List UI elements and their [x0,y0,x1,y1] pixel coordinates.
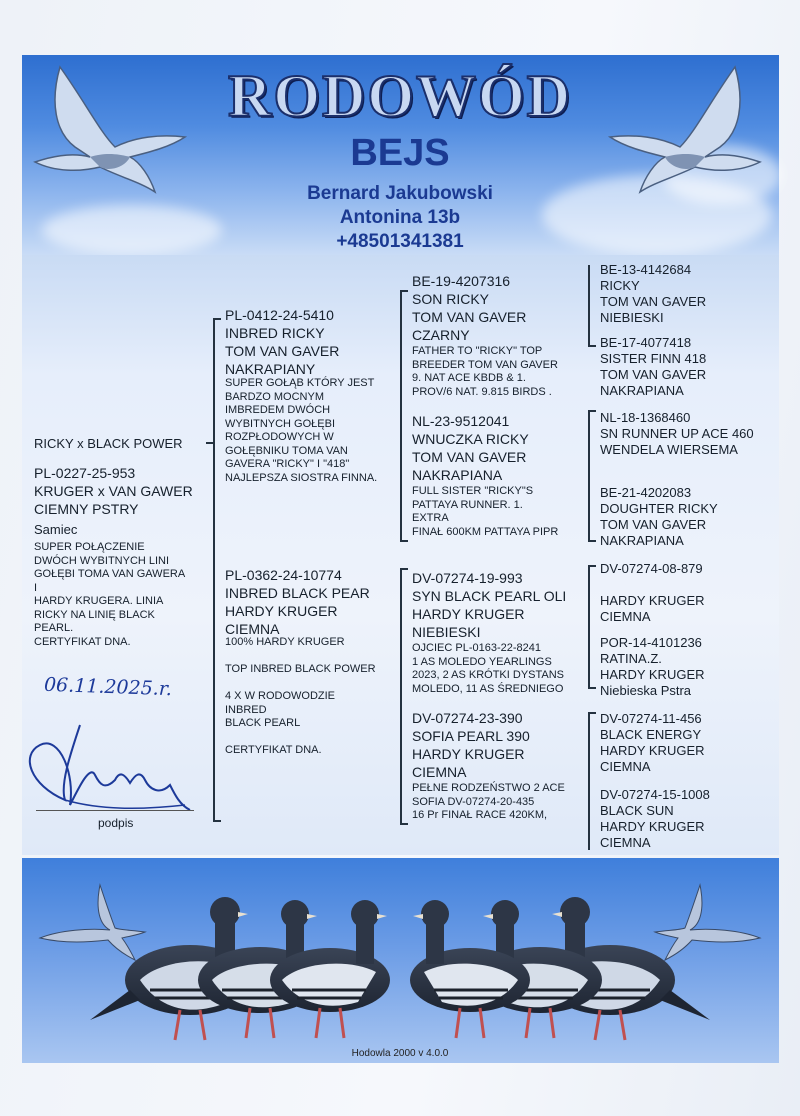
note-line: PEARL. [34,622,74,634]
gg-ring: BE-17-4077418 [600,335,692,350]
bracket-line [400,568,402,823]
granddam-paternal-notes [412,485,558,539]
note-line: IMBREDEM DWÓCH [225,404,331,416]
note-line: ROZPŁODOWYCH W [225,431,334,443]
note-line: RICKY NA LINIĘ BLACK [34,608,155,621]
owner-address: Antonina 13b [339,207,461,228]
gg-line: RICKY [600,278,640,293]
granddam-maternal-color: CIEMNA [412,764,467,780]
mother-ring: PL-0362-24-10774 [225,567,342,583]
gg-line: CIEMNA [600,609,651,624]
gg-line [600,577,705,593]
subject-name: KRUGER x VAN GAWER [34,483,193,499]
mother-name: INBRED BLACK PEAR [225,585,370,601]
great-grandparent-3 [600,410,754,458]
subject-color: CIEMNY PSTRY [34,501,139,517]
gg-line: HARDY KRUGER [600,593,705,608]
handwritten-date: 06.11.2025.r. [43,673,173,701]
great-grandparent-1 [600,262,706,326]
signature-label: podpis [98,816,134,830]
father-notes [225,377,377,485]
loft-name: BEJS [350,132,450,174]
note-line: PATTAYA RUNNER. 1. [412,498,523,511]
mother-notes [225,636,376,758]
note-line: NAJLEPSZA SIOSTRA FINNA. [225,471,378,484]
great-grandparent-6 [600,635,705,699]
note-line: SOFIA DV-07274-20-435 [412,795,535,808]
gg-line: NIEBIESKI [600,310,664,325]
grandsire-maternal-ring: DV-07274-19-993 [412,570,523,586]
granddam-paternal-color: NAKRAPIANA [412,467,503,483]
father-breeder: TOM VAN GAVER [225,343,340,359]
note-line: GOŁĘBI TOMA VAN GAWERA [34,568,186,580]
grandsire-paternal-notes [412,345,558,399]
note-line: FULL SISTER "RICKY"S [412,485,534,497]
gg-line: TOM VAN GAVER [600,367,707,382]
gg-line: BLACK SUN [600,803,674,818]
bracket-line [588,540,596,542]
great-grandparent-8 [600,787,710,851]
granddam-maternal-notes [412,782,565,823]
granddam-paternal-breeder: TOM VAN GAVER [412,449,527,465]
bracket-line [588,410,590,540]
gg-line: CIEMNA [600,759,651,774]
bracket-line [400,290,408,292]
note-line: BARDZO MOCNYM [225,390,324,403]
granddam-maternal-ring: DV-07274-23-390 [412,710,523,726]
bracket-line [213,318,221,320]
note-line: 4 X W RODOWODZIE [225,690,335,702]
gg-line: SN RUNNER UP ACE 460 [600,426,754,441]
subject-notes [34,541,185,649]
gg-ring: DV-07274-11-456 [600,711,702,726]
note-line: 9. NAT ACE KBDB & 1. [412,372,526,384]
father-ring: PL-0412-24-5410 [225,307,334,323]
subject-sex: Samiec [34,522,78,537]
note-line: INBRED [225,703,267,716]
gg-line: HARDY KRUGER [600,667,705,682]
bracket-line [588,687,596,689]
note-line: GOŁĘBNIKU TOMA VAN [225,444,348,457]
note-line: SUPER POŁĄCZENIE [34,541,145,553]
gg-line: NAKRAPIANA [600,383,684,398]
grandsire-paternal-ring: BE-19-4207316 [412,273,511,289]
gg-line: HARDY KRUGER [600,819,705,834]
note-line: 100% HARDY KRUGER [225,636,345,648]
note-line: DWÓCH WYBITNYCH LINI [34,554,170,567]
software-version: Hodowla 2000 v 4.0.0 [351,1048,449,1059]
signature-line [36,810,194,811]
gg-line: CIEMNA [600,835,651,850]
bracket-line [588,265,590,345]
great-grandparent-5 [600,561,705,625]
gg-ring: DV-07274-15-1008 [600,787,710,802]
gg-line: HARDY KRUGER [600,743,705,758]
mother-color: CIEMNA [225,621,280,637]
note-line: BLACK PEARL [225,717,301,729]
flying-pigeon-icon [655,885,760,960]
bracket-line [588,712,590,850]
gg-ring: BE-21-4202083 [600,485,692,500]
mother-breeder: HARDY KRUGER [225,603,338,619]
note-line: BREEDER TOM VAN GAVER [412,358,558,371]
bracket-line [588,345,596,347]
gg-ring: DV-07274-08-879 [600,561,703,576]
gg-line: NAKRAPIANA [600,533,684,548]
bracket-line [400,290,402,540]
gg-ring: BE-13-4142684 [600,262,692,277]
gg-line: DOUGHTER RICKY [600,501,718,516]
gg-line: BLACK ENERGY [600,727,702,742]
grandsire-maternal-breeder: HARDY KRUGER [412,606,525,622]
note-line: I [34,581,38,594]
owner-phone: +48501341381 [336,231,464,252]
gg-line: Niebieska Pstra [600,683,692,698]
note-line: GAVERA "RICKY" I "418" [225,458,350,470]
note-line: 16 Pr FINAŁ RACE 420KM, [412,809,548,821]
note-line: CERTYFIKAT DNA. [225,744,322,756]
grandsire-maternal-color: NIEBIESKI [412,624,481,640]
note-line: 2023, 2 AS KRÓTKI DYSTANS [412,669,565,681]
bracket-line [588,565,590,687]
granddam-paternal-name: WNUCZKA RICKY [412,431,529,447]
note-line: CERTYFIKAT DNA. [34,635,131,648]
note-line: OJCIEC PL-0163-22-8241 [412,642,542,654]
pigeons-illustration [30,880,770,1050]
grandsire-paternal-color: CZARNY [412,327,470,343]
note-line: 1 AS MOLEDO YEARLINGS [412,655,552,668]
granddam-maternal-breeder: HARDY KRUGER [412,746,525,762]
bracket-line [588,712,596,714]
handwritten-signature [20,715,195,815]
note-line: MOLEDO, 11 AS ŚREDNIEGO [412,682,564,695]
note-line [225,677,376,691]
great-grandparent-7 [600,711,705,775]
grandsire-maternal-notes [412,642,564,696]
bracket-line [400,823,408,825]
note-line: WYBITNYCH GOŁĘBI [225,417,336,430]
subject-ring: PL-0227-25-953 [34,465,136,481]
gg-line: SISTER FINN 418 [600,351,707,366]
grandsire-paternal-breeder: TOM VAN GAVER [412,309,527,325]
father-color: NAKRAPIANY [225,361,316,377]
note-line: HARDY KRUGERA. LINIA [34,595,164,607]
owner-name: Bernard Jakubowski [307,183,493,204]
bracket-line [213,820,221,822]
gg-ring: NL-18-1368460 [600,410,691,425]
note-line: PROV/6 NAT. 9.815 BIRDS . [412,385,552,398]
note-line: TOP INBRED BLACK POWER [225,663,376,675]
father-name: INBRED RICKY [225,325,325,341]
bracket-line [588,565,596,567]
bracket-line [400,540,408,542]
great-grandparent-2 [600,335,706,399]
bracket-line [400,568,408,570]
grandsire-paternal-name: SON RICKY [412,291,490,307]
grandsire-maternal-name: SYN BLACK PEARL OLI [412,588,567,604]
note-line [225,731,376,745]
gg-line: TOM VAN GAVER [600,294,707,309]
bracket-line [213,318,215,820]
note-line: PEŁNE RODZEŃSTWO 2 ACE [412,782,565,794]
gg-line: TOM VAN GAVER [600,517,707,532]
note-line [225,650,376,664]
flying-pigeon-icon [40,885,145,960]
document-title: RODOWÓD [228,63,572,129]
gg-line: RATINA.Z. [600,651,662,666]
great-grandparent-4 [600,485,718,549]
note-line: SUPER GOŁĄB KTÓRY JEST [225,377,375,389]
bracket-line [206,442,214,444]
note-line: FATHER TO "RICKY" TOP [412,345,543,357]
note-line: FINAŁ 600KM PATTAYA PIPR [412,525,559,538]
granddam-paternal-ring: NL-23-9512041 [412,413,510,429]
granddam-maternal-name: SOFIA PEARL 390 [412,728,530,744]
bracket-line [588,410,596,412]
gg-line: WENDELA WIERSEMA [600,442,738,457]
note-line: EXTRA [412,512,449,524]
subject-pairing: RICKY x BLACK POWER [34,436,183,451]
gg-ring: POR-14-4101236 [600,635,702,650]
